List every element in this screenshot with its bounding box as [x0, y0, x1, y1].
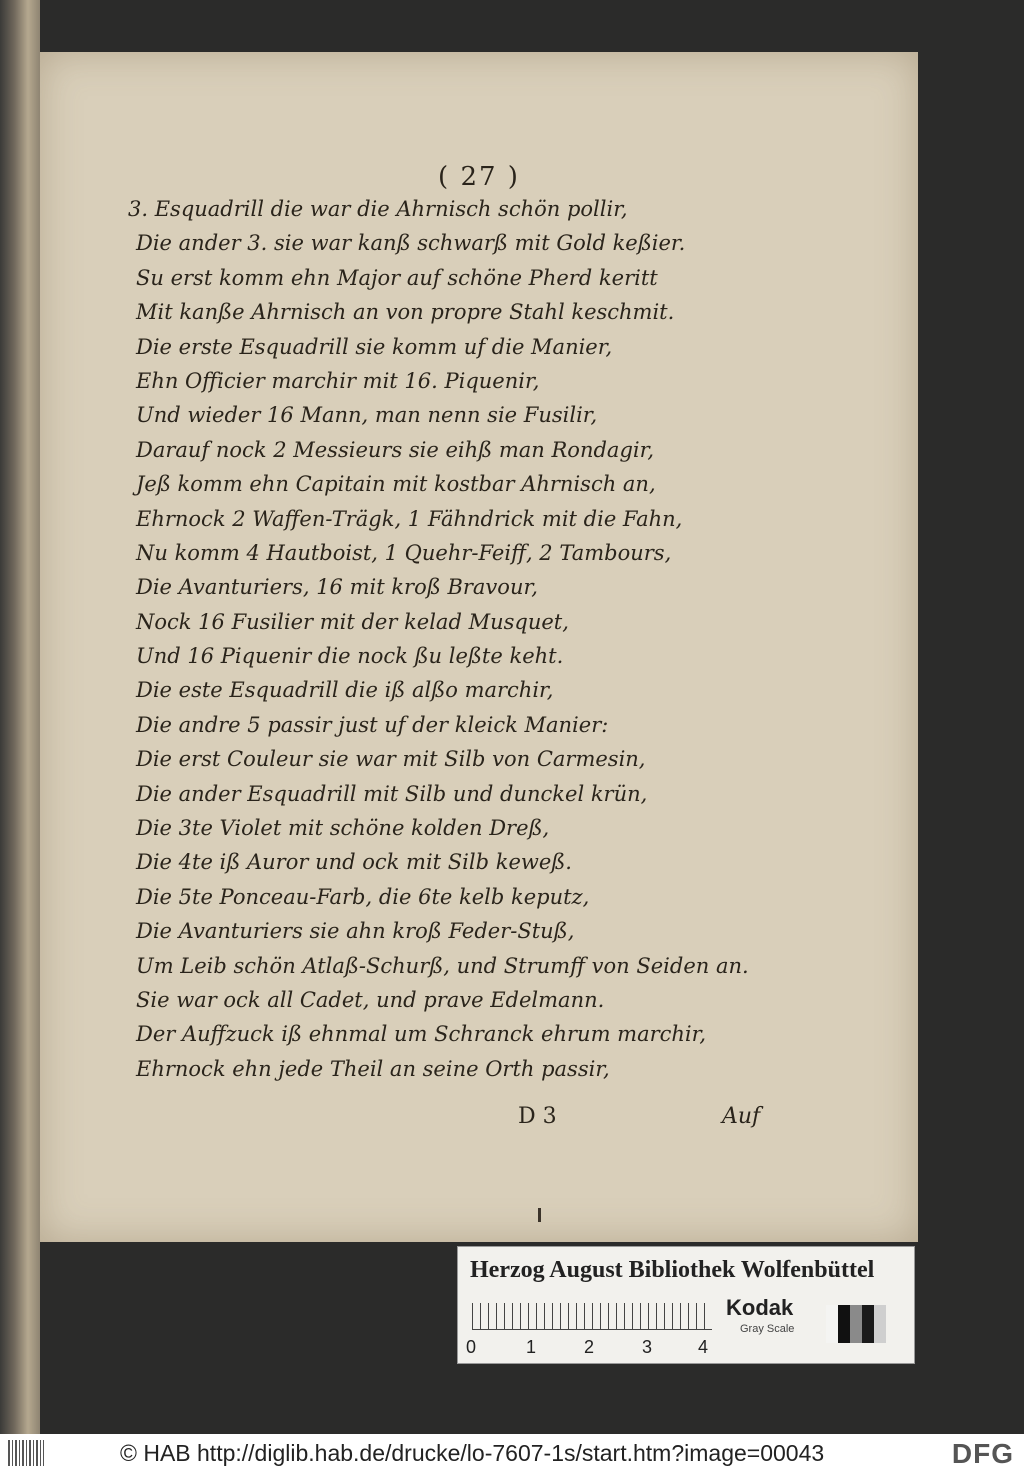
verse-line: Ehrnock 2 Waffen-Trägk, 1 Fähndrick mit die Fahn,	[136, 506, 683, 531]
verse-line: Und 16 Piquenir die nock ßu leßte keht.	[136, 644, 564, 669]
verse-line: Die ander Esquadrill mit Silb und dunckel krün,	[136, 781, 648, 806]
ruler-label: 1	[526, 1337, 537, 1357]
verse-line: Darauf nock 2 Messieurs sie eihß man Rondagir,	[136, 437, 655, 462]
book-page	[40, 52, 918, 1242]
dfg-logo: DFG	[951, 1438, 1014, 1469]
gray-scale-label: Gray Scale	[740, 1323, 795, 1335]
verse-line: Die 5te Ponceau-Farb, die 6te kelb keputz,	[136, 884, 590, 909]
gray-patch	[874, 1305, 886, 1343]
gray-patch	[850, 1305, 862, 1343]
verse-line: Die 4te iß Auror und ock mit Silb keweß.	[136, 850, 572, 875]
kodak-logo: Kodak	[726, 1295, 794, 1320]
page-number-header: ( 27 )	[438, 162, 520, 192]
verse-line: Nock 16 Fusilier mit der kelad Musquet,	[136, 609, 569, 634]
scale-ruler	[472, 1303, 712, 1330]
catchword: Auf	[722, 1104, 761, 1129]
footer-bar	[0, 1434, 1024, 1472]
gray-patch	[838, 1305, 850, 1343]
verse-line: Nu komm 4 Hautboist, 1 Quehr-Feiff, 2 Tambours,	[136, 540, 672, 565]
gray-patches	[826, 1305, 886, 1343]
book-edge	[0, 0, 40, 1440]
ruler-label: 0	[466, 1337, 477, 1357]
verse-line: Um Leib schön Atlaß-Schurß, und Strumff von Seiden an.	[136, 953, 749, 978]
library-name: Herzog August Bibliothek Wolfenbüttel	[470, 1257, 875, 1283]
verse-line: 3. Esquadrill die war die Ahrnisch schön pollir,	[128, 197, 628, 221]
verse-line: Mit kanße Ahrnisch an von propre Stahl keschmit.	[136, 300, 675, 325]
verse-line: Der Auffzuck iß ehnmal um Schranck ehrum marchir,	[136, 1022, 707, 1047]
verse-line: Die Avanturiers, 16 mit kroß Bravour,	[136, 575, 538, 600]
verse-line: Sie war ock all Cadet, und prave Edelmann.	[136, 987, 605, 1012]
ruler-label: 4	[698, 1337, 709, 1357]
verse-line: Ehn Officier marchir mit 16. Piquenir,	[136, 368, 540, 393]
verse-text	[128, 192, 748, 1086]
verse-line: Die 3te Violet mit schöne kolden Dreß,	[136, 816, 550, 841]
verse-line: Su erst komm ehn Major auf schöne Pherd keritt	[136, 265, 658, 290]
verse-line: Die ander 3. sie war kanß schwarß mit Gold keßier.	[136, 231, 686, 256]
verse-line: Die Avanturiers sie ahn kroß Feder-Stuß,	[136, 919, 575, 944]
verse-line: Jeß komm ehn Capitain mit kostbar Ahrnisch an,	[136, 472, 656, 497]
barcode-icon	[8, 1440, 44, 1466]
signature-mark: D 3	[518, 1104, 557, 1129]
color-calibration-card	[457, 1246, 915, 1364]
gray-patch	[826, 1305, 838, 1343]
verse-line: Die este Esquadrill die iß alßo marchir,	[136, 678, 554, 703]
verse-line: Die erst Couleur sie war mit Silb von Carmesin,	[136, 747, 646, 772]
gray-patch	[862, 1305, 874, 1343]
ink-mark	[538, 1208, 541, 1222]
page-footer	[40, 1104, 918, 1138]
verse-line: Und wieder 16 Mann, man nenn sie Fusilir,	[136, 403, 598, 428]
ruler-label: 2	[584, 1337, 595, 1357]
verse-line: Ehrnock ehn jede Theil an seine Orth passir,	[136, 1056, 610, 1081]
ruler-label: 3	[642, 1337, 653, 1357]
verse-line: Die andre 5 passir just uf der kleick Manier:	[136, 712, 609, 737]
verse-line: Die erste Esquadrill sie komm uf die Manier,	[136, 334, 613, 359]
copyright-link[interactable]: © HAB http://diglib.hab.de/drucke/lo-7607-1s/start.htm?image=00043	[120, 1439, 825, 1466]
